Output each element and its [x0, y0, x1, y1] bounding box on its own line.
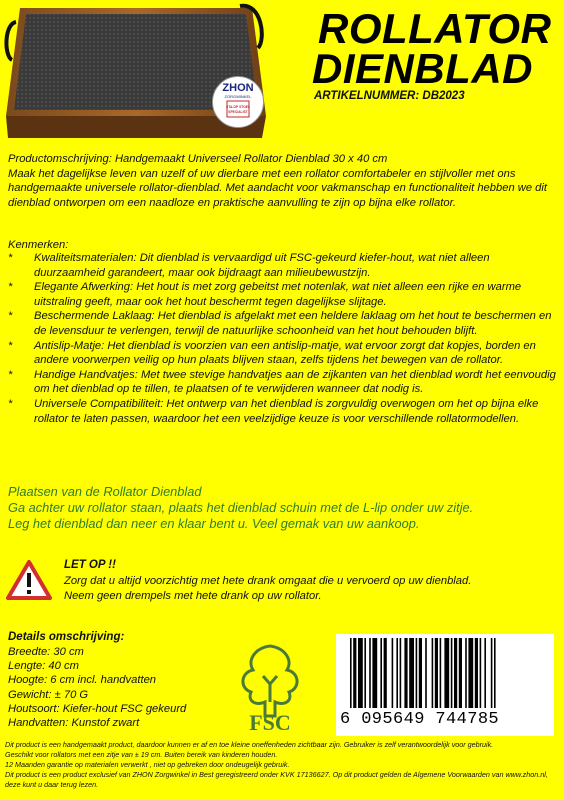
article-number: ARTIKELNUMMER: DB2023: [314, 90, 465, 102]
feature-text: Universele Compatibiliteit: Het ontwerp van het dienblad is zorgvuldig overwogen om het op bijna elke rollator te laten passen, waardoor het een veelzijdige keuze is voor verschillende rollatormodellen.: [34, 397, 539, 425]
svg-text:ZHON: ZHON: [222, 82, 254, 94]
feature-item: [8, 251, 560, 280]
fsc-label: FSC: [249, 710, 291, 735]
feature-item: [8, 368, 560, 397]
feature-text: Elegante Afwerking: Het hout is met zorg gebeitst met notenlak, wat niet alleen een rijke en warme uitstraling geeft, maar ook het hout beschermt tegen dagelijkse slijtage.: [34, 281, 522, 308]
detail-handles: Handvatten: Kunstof zwart: [8, 717, 140, 730]
details-heading: Details omschrijving:: [8, 631, 125, 643]
barcode-number: 6 095649 744785: [340, 710, 500, 729]
zhon-logo: [212, 76, 264, 128]
bullet-star: *: [8, 281, 13, 294]
footer-line1: Dit product is een handgemaakt product, daardoor kunnen er af en toe kleine oneffenheden zichtbaar zijn. Gebruiker is zelf verantwoordelijk voor gebruik.: [5, 740, 494, 749]
placement-line1: Ga achter uw rollator staan, plaats het dienblad schuin met de L-lip onder uw zitje.: [8, 500, 474, 516]
warning-text: [64, 574, 559, 603]
bullet-star: *: [8, 252, 13, 264]
detail-wood: Houtsoort: Kiefer-hout FSC gekeurd: [8, 702, 187, 715]
feature-item: [8, 280, 560, 309]
feature-item: [8, 339, 560, 368]
features-list: [8, 251, 560, 426]
detail-height: Hoogte: 6 cm incl. handvatten: [8, 674, 157, 687]
placement-heading: Plaatsen van de Rollator Dienblad: [8, 484, 202, 499]
feature-text: Handige Handvatjes: Met twee stevige handvatjes aan de zijkanten van het dienblad wordt het eenvoudig om het dienblad op te tillen, te plaatsen of te verwijderen wanneer dat nodig is.: [34, 368, 556, 396]
svg-text:ZORGWINKEL: ZORGWINKEL: [224, 94, 252, 99]
detail-length: Lengte: 40 cm: [8, 660, 79, 673]
footer-line3: 12 Maanden garantie op materialen verwerkt , niet op gebreken door ondeugelijk gebruik.: [5, 760, 290, 769]
feature-text: Beschermende Laklaag: Het dienblad is afgelakt met een heldere laklaag om het hout te beschermen en de levensduur te verlengen, terwijl de natuurlijke schoonheid van het hout behouden blijft.: [34, 310, 552, 337]
detail-weight: Gewicht: ± 70 G: [8, 688, 89, 701]
barcode: [336, 634, 554, 736]
footer-line2: Geschikt voor rollators met een zitje van ± 19 cm. Buiten bereik van kinderen houden.: [5, 750, 278, 759]
warning-label: LET OP !!: [64, 559, 116, 571]
bullet-star: *: [8, 339, 13, 352]
placement-line2: Leg het dienblad dan neer en klaar bent u. Veel gemak van uw aankoop.: [8, 516, 420, 532]
feature-item: [8, 397, 560, 426]
description-body: Maak het dagelijkse leven van uzelf of uw dierbare met een rollator comfortabeler en stijlvoller met ons handgemaakte universele rollator-dienblad. Met aandacht voor vakmanschap en functionaliteit hebben we dit dienblad ontworpen om een naadloze en praktische aanvulling te zijn op bijna elke rollator.: [8, 167, 547, 209]
detail-width: Breedte: 30 cm: [8, 646, 84, 658]
barcode-bars: [336, 634, 554, 714]
warning-line1: Zorg dat u altijd voorzichtig met hete drank omgaat die u vervoerd op uw dienblad.: [64, 575, 472, 587]
svg-text:STA-OP STOEL: STA-OP STOEL: [226, 105, 250, 109]
footer-disclaimer: [5, 740, 561, 790]
warning-line2: Neem geen drempels met hete drank op uw rollator.: [64, 589, 322, 602]
description-heading: Productomschrijving: Handgemaakt Universeel Rollator Dienblad 30 x 40 cm: [8, 153, 388, 165]
svg-text:SPECIALIST: SPECIALIST: [228, 110, 248, 114]
title-line1: ROLLATOR: [318, 5, 552, 52]
feature-text: Antislip-Matje: Het dienblad is voorzien van een antislip-matje, wat ervoor zorgt dat kopjes, borden en andere voorwerpen veilig op hun plaats blijven staan, zelfs tijdens het bewegen van de rollator.: [34, 339, 536, 367]
feature-text: Kwaliteitsmaterialen: Dit dienblad is vervaardigd uit FSC-gekeurd kiefer-hout, wat niet alleen duurzaamheid garandeert, maar ook bijdraagt aan milieubewustzijn.: [34, 252, 490, 279]
features-label: Kenmerken:: [8, 239, 69, 251]
details-section: [8, 630, 238, 730]
placement-instructions: [8, 484, 560, 533]
feature-item: [8, 309, 560, 338]
fsc-logo: [225, 640, 315, 735]
bullet-star: *: [8, 397, 13, 410]
bullet-star: *: [8, 310, 13, 323]
product-description: [8, 152, 560, 210]
title-line2: DIENBLAD: [312, 45, 533, 92]
footer-line4: Dit product is een product exclusief van ZHON Zorgwinkel in Best geregistreerd onder KVK 17136627. Op dit product gelden de Algemene Voorwaarden van www.zhon.nl, deze kunt u daar terug lezen.: [5, 770, 548, 789]
bullet-star: *: [8, 368, 13, 381]
warning-icon: [6, 560, 52, 600]
